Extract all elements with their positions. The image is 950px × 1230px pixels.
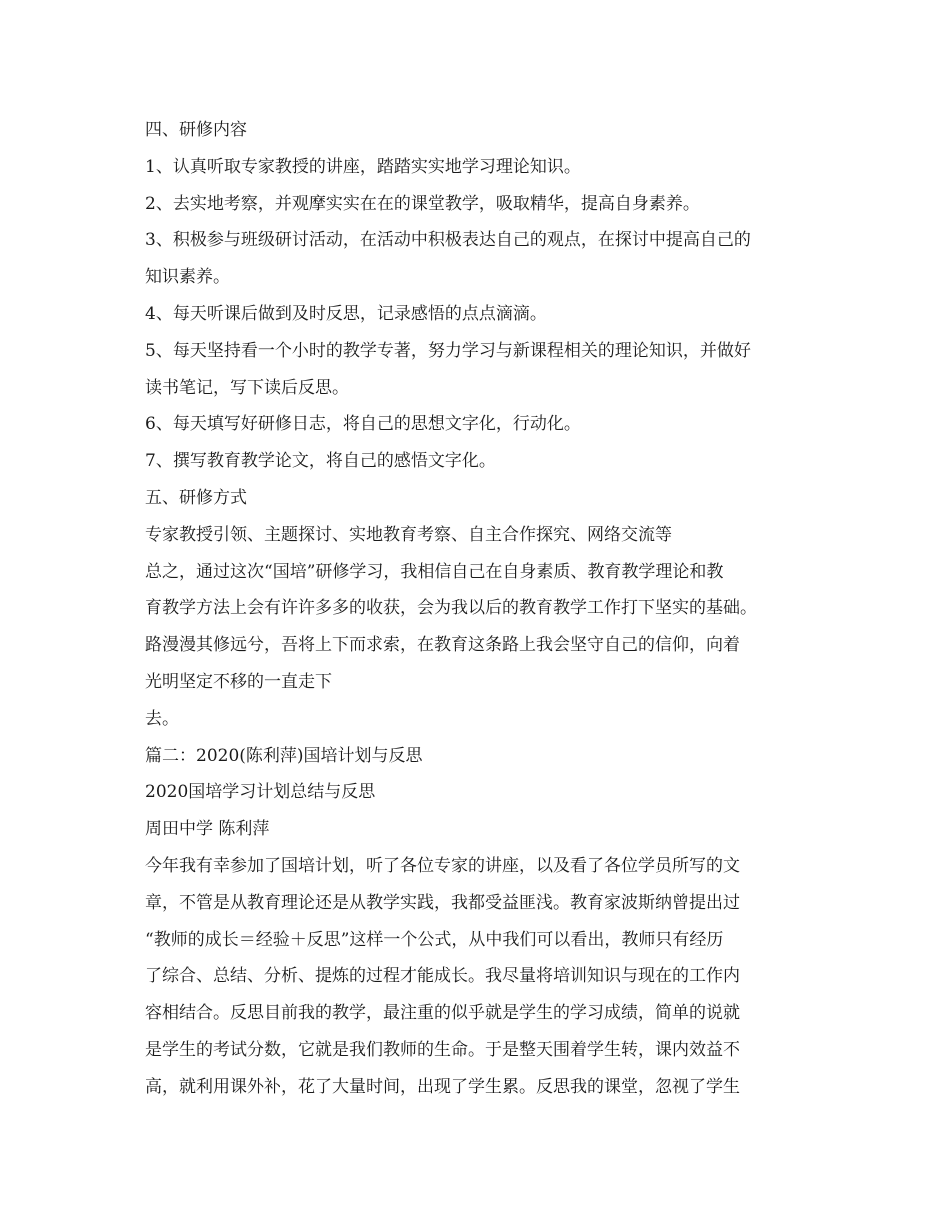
text-line: 路漫漫其修远兮，吾将上下而求索，在教育这条路上我会坚守自己的信仰，向着 xyxy=(145,635,740,656)
text-line: 6、每天填写好研修日志，将自己的思想文字化，行动化。 xyxy=(145,414,581,435)
text-line: 1、认真听取专家教授的讲座，踏踏实实地学习理论知识。 xyxy=(145,156,581,177)
text-line: 光明坚定不移的一直走下 xyxy=(145,671,332,692)
author-line: 周田中学 陈利萍 xyxy=(145,819,270,840)
text-line: “教师的成长＝经验＋反思”这样一个公式，从中我们可以看出，教师只有经历 xyxy=(145,929,724,950)
text-line: 章，不管是从教育理论还是从教学实践，我都受益匪浅。教育家波斯纳曾提出过 xyxy=(145,892,740,913)
article-title: 篇二：2020(陈利萍)国培计划与反思 xyxy=(145,745,423,766)
text-line: 容相结合。反思目前我的教学，最注重的似乎就是学生的学习成绩，简单的说就 xyxy=(145,1003,740,1024)
text-line: 3、积极参与班级研讨活动，在活动中积极表达自己的观点，在探讨中提高自己的 xyxy=(145,230,751,251)
text-line: 总之，通过这次“国培”研修学习，我相信自己在自身素质、教育教学理论和教 xyxy=(145,561,724,582)
text-line: 今年我有幸参加了国培计划，听了各位专家的讲座，以及看了各位学员所写的文 xyxy=(145,855,740,876)
text-line: 专家教授引领、主题探讨、实地教育考察、自主合作探究、网络交流等 xyxy=(145,524,672,545)
text-line: 读书笔记，写下读后反思。 xyxy=(145,377,349,398)
section-heading: 四、研修内容 xyxy=(145,120,247,140)
text-line: 去。 xyxy=(145,708,179,729)
document-body xyxy=(145,112,815,1106)
text-line: 2、去实地考察，并观摩实实在在的课堂教学，吸取精华，提高自身素养。 xyxy=(145,193,700,214)
article-subtitle: 2020国培学习计划总结与反思 xyxy=(145,782,376,803)
text-line: 高，就利用课外补，花了大量时间，出现了学生累。反思我的课堂，忽视了学生 xyxy=(145,1076,740,1097)
text-line: 了综合、总结、分析、提炼的过程才能成长。我尽量将培训知识与现在的工作内 xyxy=(145,966,740,987)
text-line: 是学生的考试分数，它就是我们教师的生命。于是整天围着学生转，课内效益不 xyxy=(145,1039,740,1060)
text-line: 7、撰写教育教学论文，将自己的感悟文字化。 xyxy=(145,451,496,472)
section-heading: 五、研修方式 xyxy=(145,487,247,508)
text-line: 4、每天听课后做到及时反思，记录感悟的点点滴滴。 xyxy=(145,303,547,324)
text-line: 5、每天坚持看一个小时的教学专著，努力学习与新课程相关的理论知识，并做好 xyxy=(145,340,751,361)
text-line: 知识素养。 xyxy=(145,267,230,288)
text-line: 育教学方法上会有许许多多的收获，会为我以后的教育教学工作打下坚实的基础。 xyxy=(145,598,757,619)
